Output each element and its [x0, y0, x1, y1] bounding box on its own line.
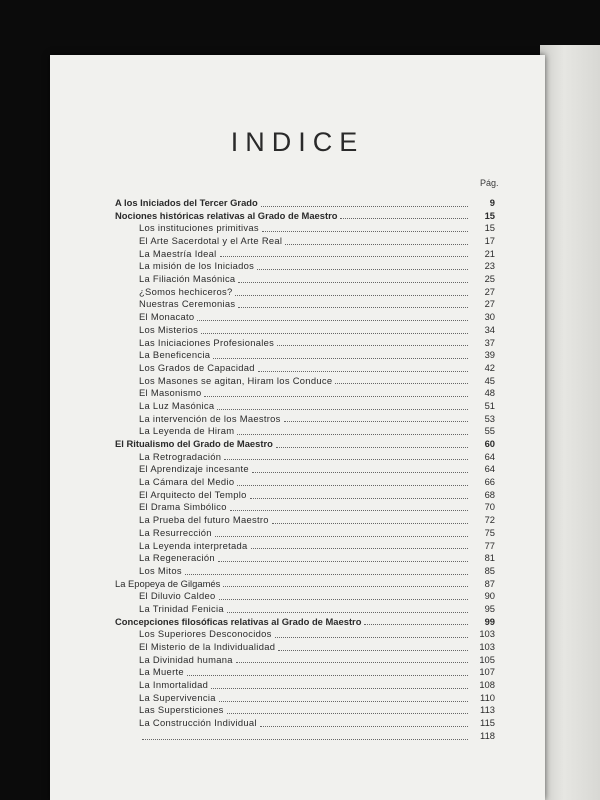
page-title: INDICE — [230, 127, 365, 157]
toc-entry — [115, 387, 495, 400]
toc-entry-page: 23 — [484, 260, 495, 272]
toc-entry-page: 108 — [479, 679, 495, 691]
toc-entry-page: 105 — [479, 653, 495, 665]
dot-leader — [227, 611, 468, 613]
toc-entry — [115, 337, 495, 350]
toc-entry — [115, 222, 495, 235]
dot-leader — [285, 243, 468, 245]
dot-leader — [224, 458, 468, 460]
toc-entry — [115, 260, 495, 273]
toc-entry — [115, 641, 495, 654]
toc-entry-page: 27 — [484, 298, 495, 310]
dot-leader — [219, 700, 468, 702]
toc-entry-page: 103 — [479, 641, 495, 653]
dot-leader — [284, 420, 468, 422]
toc-entry-page: 66 — [484, 476, 495, 488]
toc-entry — [115, 286, 495, 299]
toc-entry-page: 68 — [484, 488, 495, 500]
adjacent-page-edge — [540, 45, 600, 800]
dot-leader — [218, 560, 468, 562]
toc-entry-title: La Inmortalidad — [139, 679, 209, 691]
toc-entry — [115, 603, 495, 616]
dot-leader — [230, 509, 468, 511]
toc-entry-page: 95 — [484, 602, 495, 614]
toc-entry-page: 99 — [484, 615, 495, 627]
toc-entry — [115, 349, 495, 362]
dot-leader — [278, 649, 468, 651]
toc-entry-page: 15 — [484, 222, 495, 234]
toc-entry — [115, 463, 495, 476]
dot-leader — [237, 433, 468, 435]
toc-entry-title: La Epopeya de Gilgamés — [115, 577, 221, 589]
toc-entry-page: 64 — [484, 450, 495, 462]
dot-leader — [215, 535, 468, 537]
toc-entry-title: El Arquitecto del Templo — [139, 488, 247, 500]
toc-entry — [115, 540, 495, 553]
toc-entry-title: La Resurrección — [139, 526, 212, 538]
dot-leader — [277, 344, 468, 346]
dot-leader — [257, 268, 468, 270]
toc-entry-title: Nociones históricas relativas al Grado de Maestro — [115, 209, 338, 221]
toc-entry-title: El Ritualismo del Grado de Maestro — [115, 438, 273, 450]
dot-leader — [235, 294, 468, 296]
toc-entry-title: La Leyenda interpretada — [139, 539, 248, 551]
page-column-header: Pág. — [480, 178, 499, 188]
toc-entry — [115, 299, 495, 312]
toc-entry-title: El Arte Sacerdotal y el Arte Real — [139, 235, 283, 247]
toc-entry — [115, 476, 495, 489]
toc-entry-title: Los Misterios — [139, 323, 199, 335]
toc-entry-page: 75 — [484, 526, 495, 538]
toc-entry-title: La Luz Masónica — [139, 399, 215, 411]
toc-entry — [115, 705, 495, 718]
toc-entry-title: El Drama Simbólico — [139, 501, 227, 513]
toc-entry-title: Nuestras Ceremonias — [139, 298, 236, 310]
table-of-contents — [115, 197, 495, 743]
toc-entry — [115, 273, 495, 286]
toc-entry — [115, 730, 495, 743]
toc-entry — [115, 451, 495, 464]
toc-entry — [115, 502, 495, 515]
toc-entry-title: Los Mitos — [139, 564, 182, 576]
toc-entry-page: 48 — [484, 387, 495, 399]
dot-leader — [197, 319, 468, 321]
toc-entry — [115, 400, 495, 413]
toc-entry-page: 17 — [484, 235, 495, 247]
toc-entry-title: La Divinidad humana — [139, 653, 233, 665]
toc-entry — [115, 210, 495, 223]
dot-leader — [211, 687, 468, 689]
dot-leader — [187, 674, 468, 676]
toc-entry-page: 51 — [484, 399, 495, 411]
dot-leader — [236, 661, 468, 663]
dot-leader — [340, 217, 468, 219]
toc-entry — [115, 692, 495, 705]
toc-entry-title: Las Iniciaciones Profesionales — [139, 336, 275, 348]
toc-entry-title: La Filiación Masónica — [139, 273, 236, 285]
toc-entry-title: La Prueba del futuro Maestro — [139, 514, 269, 526]
dot-leader — [220, 255, 468, 257]
toc-entry-title: La Leyenda de Hiram — [139, 425, 235, 437]
toc-entry-title: El Diluvio Caldeo — [139, 590, 216, 602]
toc-entry — [115, 248, 495, 261]
toc-entry — [115, 324, 495, 337]
toc-entry — [115, 235, 495, 248]
document-page — [50, 55, 545, 800]
dot-leader — [252, 471, 468, 473]
toc-entry-title: La Supervivencia — [139, 691, 216, 703]
toc-entry-page: 25 — [484, 273, 495, 285]
toc-entry-title: El Monacato — [139, 311, 195, 323]
toc-entry — [115, 413, 495, 426]
toc-entry-page: 9 — [489, 196, 495, 208]
toc-entry-title: La Trinidad Fenicia — [139, 602, 224, 614]
toc-entry-page: 77 — [484, 539, 495, 551]
toc-entry-page: 42 — [484, 361, 495, 373]
toc-entry-title: Los Grados de Capacidad — [139, 361, 255, 373]
toc-entry — [115, 590, 495, 603]
toc-entry-page: 107 — [479, 666, 495, 678]
dot-leader — [204, 395, 468, 397]
dot-leader — [275, 636, 468, 638]
toc-entry-title: Los Masones se agitan, Hiram los Conduce — [139, 374, 333, 386]
toc-entry-page: 30 — [484, 311, 495, 323]
dot-leader — [213, 357, 468, 359]
toc-entry — [115, 425, 495, 438]
toc-entry-page: 34 — [484, 323, 495, 335]
toc-entry-title: Concepciones filosóficas relativas al Grado de Maestro — [115, 615, 362, 627]
toc-entry-title: La Retrogradación — [139, 450, 222, 462]
toc-entry — [115, 552, 495, 565]
toc-entry-page: 21 — [484, 247, 495, 259]
toc-entry — [115, 527, 495, 540]
toc-entry-page: 15 — [484, 209, 495, 221]
toc-entry — [115, 438, 495, 451]
toc-entry-title: El Masonismo — [139, 387, 202, 399]
toc-entry-title: Los Superiores Desconocidos — [139, 628, 272, 640]
toc-entry — [115, 197, 495, 210]
dot-leader — [262, 230, 468, 232]
toc-entry-page: 60 — [484, 438, 495, 450]
toc-entry-page: 70 — [484, 501, 495, 513]
dot-leader — [223, 585, 468, 587]
dot-leader — [227, 712, 468, 714]
toc-entry — [115, 616, 495, 629]
toc-entry-title: El Aprendizaje incesante — [139, 463, 249, 475]
toc-entry-title: La misión de los Iniciados — [139, 260, 255, 272]
dot-leader — [276, 446, 468, 448]
dot-leader — [217, 408, 468, 410]
dot-leader — [364, 623, 468, 625]
dot-leader — [237, 484, 468, 486]
dot-leader — [201, 332, 468, 334]
toc-entry — [115, 375, 495, 388]
toc-entry-page: 118 — [480, 729, 495, 741]
dot-leader — [238, 281, 468, 283]
toc-entry — [115, 654, 495, 667]
toc-entry-title: La Beneficencia — [139, 349, 211, 361]
toc-entry — [115, 489, 495, 502]
toc-entry-title: El Misterio de la Individualidad — [139, 641, 276, 653]
dot-leader — [250, 497, 468, 499]
dot-leader — [260, 725, 468, 727]
toc-entry — [115, 717, 495, 730]
toc-entry — [115, 514, 495, 527]
toc-entry-page: 72 — [484, 514, 495, 526]
dot-leader — [185, 573, 468, 575]
dot-leader — [258, 370, 468, 372]
toc-entry-page: 37 — [484, 336, 495, 348]
toc-entry-title: La Regeneración — [139, 552, 215, 564]
toc-entry-title: La Maestría Ideal — [139, 247, 217, 259]
toc-entry-page: 53 — [484, 412, 495, 424]
toc-entry-title: Las Supersticiones — [139, 704, 224, 716]
toc-entry — [115, 565, 495, 578]
toc-entry-page: 27 — [484, 285, 495, 297]
toc-entry-title: La Cámara del Medio — [139, 476, 235, 488]
toc-entry — [115, 311, 495, 324]
dot-leader — [251, 547, 468, 549]
toc-entry — [115, 628, 495, 641]
toc-entry-page: 90 — [484, 590, 495, 602]
toc-entry-page: 103 — [479, 628, 495, 640]
dot-leader — [272, 522, 468, 524]
toc-entry-page: 55 — [484, 425, 495, 437]
toc-entry-page: 87 — [484, 577, 495, 589]
dot-leader — [238, 306, 468, 308]
dot-leader — [261, 205, 468, 207]
toc-entry — [115, 679, 495, 692]
toc-entry — [115, 666, 495, 679]
toc-entry-page: 64 — [484, 463, 495, 475]
dot-leader — [219, 598, 469, 600]
toc-entry-page: 81 — [484, 552, 495, 564]
toc-entry-page: 113 — [480, 704, 495, 716]
toc-entry-page: 110 — [480, 691, 495, 703]
toc-entry-title: La Construcción Individual — [139, 717, 257, 729]
toc-entry-title: La Muerte — [139, 666, 184, 678]
toc-entry-title: A los Iniciados del Tercer Grado — [115, 196, 258, 208]
dot-leader — [335, 382, 468, 384]
toc-entry-title: Los instituciones primitivas — [139, 222, 259, 234]
toc-entry-page: 115 — [480, 717, 495, 729]
dot-leader — [142, 738, 468, 740]
toc-entry — [115, 578, 495, 591]
toc-entry-title: La intervención de los Maestros — [139, 412, 281, 424]
toc-entry-title: ¿Somos hechiceros? — [139, 285, 233, 297]
toc-entry — [115, 362, 495, 375]
toc-entry-page: 85 — [484, 564, 495, 576]
toc-entry-page: 45 — [484, 374, 495, 386]
toc-entry-page: 39 — [484, 349, 495, 361]
